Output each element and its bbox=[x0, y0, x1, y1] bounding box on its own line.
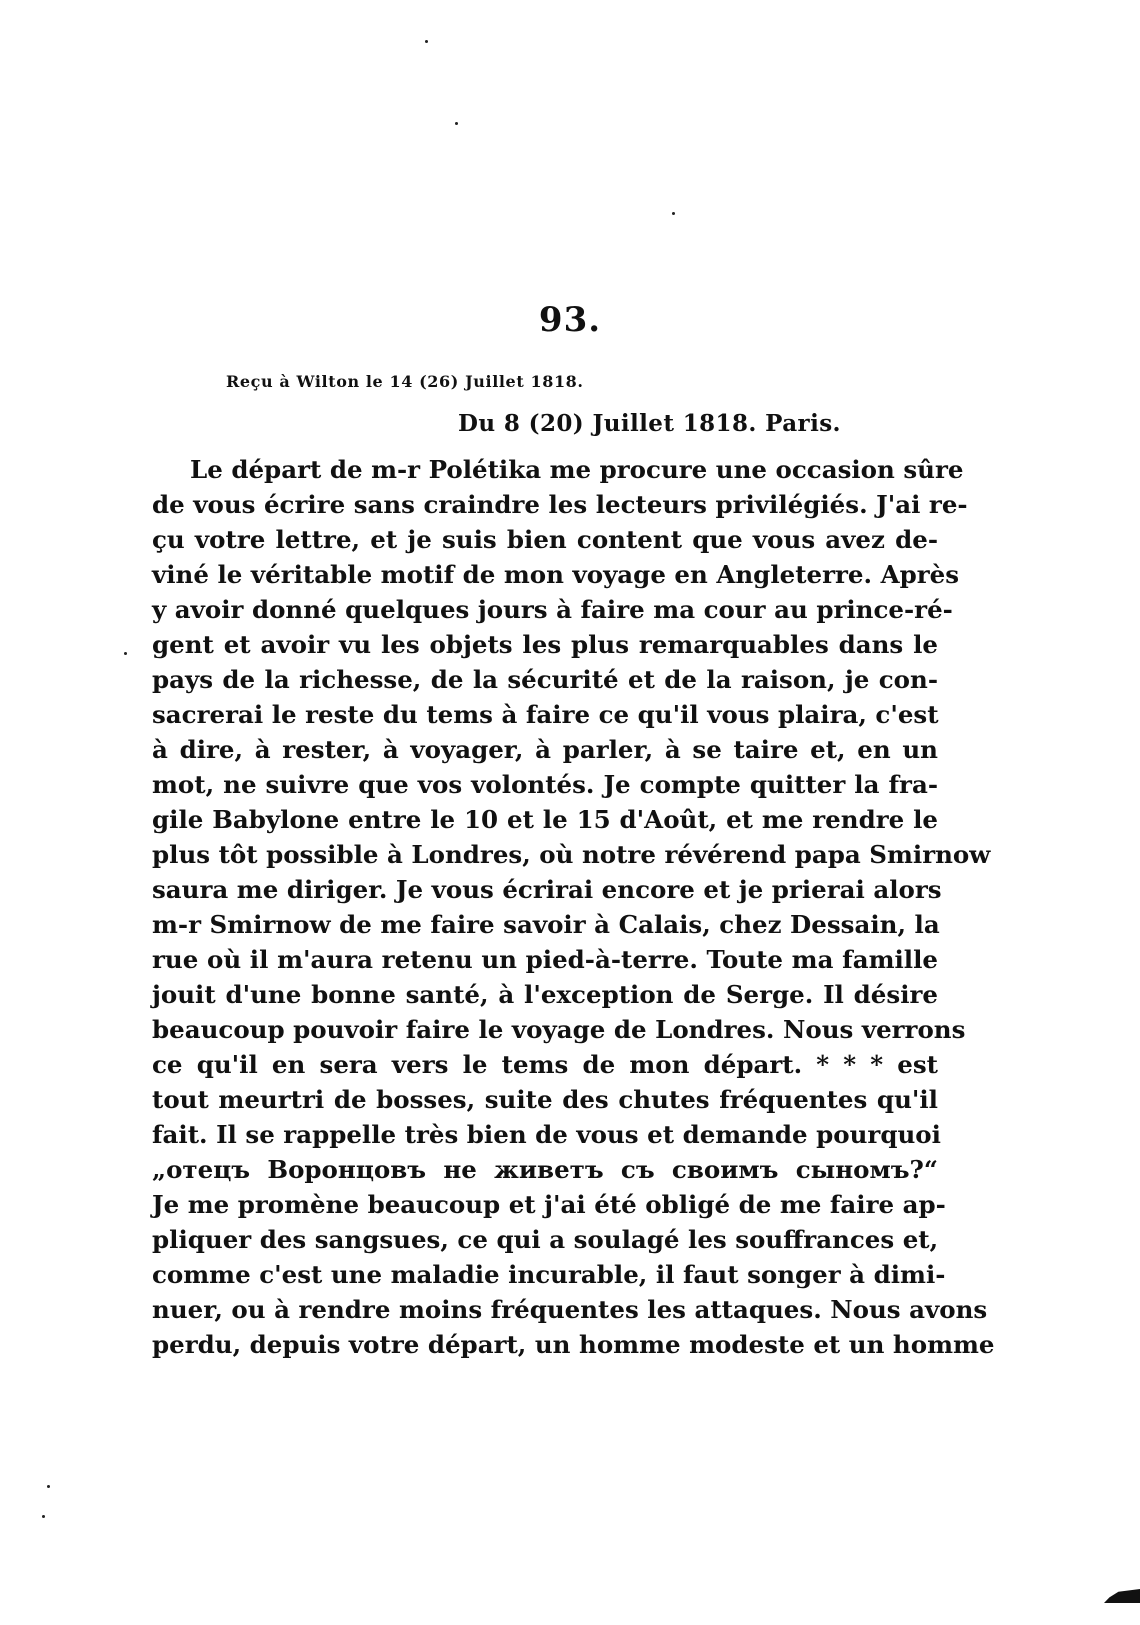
text-line: tout meurtri de bosses, suite des chutes fréquentes qu'il bbox=[152, 1085, 938, 1114]
text-line: gile Babylone entre le 10 et le 15 d'Août, et me rendre le bbox=[152, 805, 938, 834]
text-line: viné le véritable motif de mon voyage en Angleterre. Après bbox=[152, 560, 960, 589]
text-line: perdu, depuis votre départ, un homme modeste et un homme bbox=[152, 1330, 995, 1359]
scan-speck bbox=[124, 652, 127, 655]
text-line-cyrillic: „отецъ Воронцовъ не живетъ съ своимъ сыномъ?“ bbox=[152, 1155, 938, 1184]
text-line: Le départ de m-r Polétika me procure une occasion sûre bbox=[190, 455, 964, 484]
scan-speck bbox=[47, 1485, 50, 1488]
scan-speck bbox=[455, 122, 458, 125]
text-line: de vous écrire sans craindre les lecteurs privilégiés. J'ai re- bbox=[152, 490, 968, 519]
scan-corner-mark bbox=[1104, 1589, 1140, 1603]
text-line: jouit d'une bonne santé, à l'exception de Serge. Il désire bbox=[152, 980, 938, 1009]
text-line: nuer, ou à rendre moins fréquentes les attaques. Nous avons bbox=[152, 1295, 988, 1324]
text-line: ce qu'il en sera vers le tems de mon départ. * * * est bbox=[152, 1050, 938, 1079]
page-number: 93. bbox=[538, 300, 602, 340]
text-line: saura me diriger. Je vous écrirai encore et je prierai alors bbox=[152, 875, 942, 904]
scan-speck bbox=[425, 40, 428, 43]
text-line: mot, ne suivre que vos volontés. Je compte quitter la fra- bbox=[152, 770, 938, 799]
text-line: pliquer des sangsues, ce qui a soulagé les souffrances et, bbox=[152, 1225, 939, 1254]
scan-speck bbox=[42, 1515, 45, 1518]
received-note: Reçu à Wilton le 14 (26) Juillet 1818. bbox=[226, 372, 584, 391]
text-line: pays de la richesse, de la sécurité et de la raison, je con- bbox=[152, 665, 938, 694]
text-line: à dire, à rester, à voyager, à parler, à se taire et, en un bbox=[152, 735, 938, 764]
text-line: gent et avoir vu les objets les plus remarquables dans le bbox=[152, 630, 938, 659]
text-line: beaucoup pouvoir faire le voyage de Londres. Nous verrons bbox=[152, 1015, 966, 1044]
text-line: rue où il m'aura retenu un pied-à-terre. Toute ma famille bbox=[152, 945, 938, 974]
text-line: fait. Il se rappelle très bien de vous et demande pourquoi bbox=[152, 1120, 941, 1149]
text-line: comme c'est une maladie incurable, il faut songer à dimi- bbox=[152, 1260, 946, 1289]
text-line: sacrerai le reste du tems à faire ce qu'il vous plaira, c'est bbox=[152, 700, 939, 729]
text-line: y avoir donné quelques jours à faire ma cour au prince-ré- bbox=[152, 595, 953, 624]
text-line: plus tôt possible à Londres, où notre révérend papa Smirnow bbox=[152, 840, 991, 869]
text-line: çu votre lettre, et je suis bien content que vous avez de- bbox=[152, 525, 938, 554]
text-line: m-r Smirnow de me faire savoir à Calais, chez Dessain, la bbox=[152, 910, 940, 939]
body-text bbox=[152, 452, 995, 1362]
scan-speck bbox=[672, 212, 675, 215]
dateline: Du 8 (20) Juillet 1818. Paris. bbox=[458, 410, 841, 437]
text-line: Je me promène beaucoup et j'ai été obligé de me faire ap- bbox=[152, 1190, 946, 1219]
